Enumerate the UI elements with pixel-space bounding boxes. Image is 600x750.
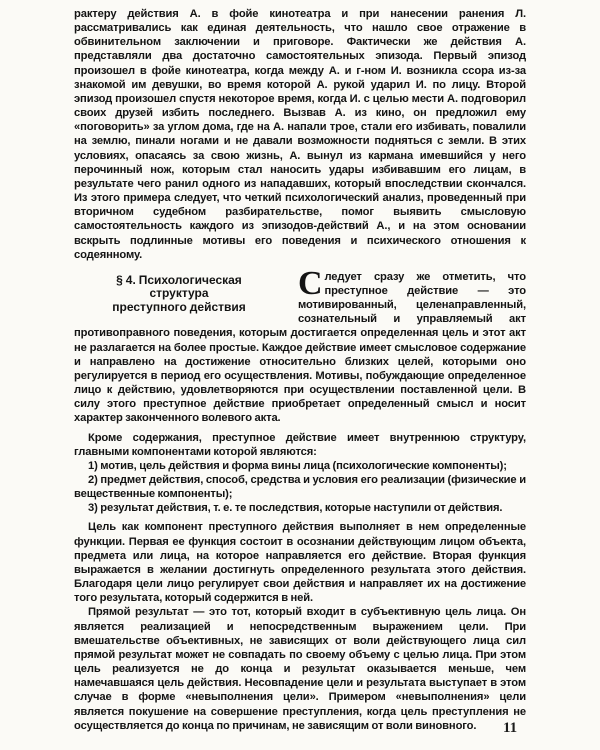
paragraph-case-analysis: рактеру действия А. в фойе кинотеатра и при нанесении ранения Л. рассматривались как единая деятельность, что нашло свое отражение в обвинительном заключении и приговоре. Фактически же действия А. представляли два достаточно самостоятельных эпизода. Первый эпизод произошел в фойе кинотеатра, когда между А. и г-ном И. возникла ссора из-за знакомой им девушки, во время которой А. рукой ударил И. по лицу. Второй эпизод произошел спустя некоторое время, когда И. с целью мести А. подговорил своих друзей избить последнего. Вызвав А. из кино, он предложил ему «поговорить» за углом дома, где на А. напали трое, стали его избивать, повалили на землю, пинали ногами и не давали возможности подняться с земли. В этих условиях, опасаясь за свою жизнь, А. вынул из кармана имевшийся у него перочинный нож, которым стал наносить удары избивавшим его лицам, в результате чего ранил одного из нападавших, который впоследствии скончался. Из этого примера следует, что четкий психологический анализ, проведенный при вторичном судебном разбирательстве, помог выявить смысловую самостоятельность каждого из эпизодов-действий А., и на этом основании вскрыть подлинные мотивы его поведения и психического отношения к содеянному. <box>74 8 526 261</box>
paragraph-definition-text: ледует сразу же отметить, что преступное действие — это мотивированный, целенаправленный, сознательный и управляемый акт противоправного поведения, которым достигается определенная цель и этот акт не разлагается на более простые. Каждое действие имеет смысловое содержание и направлено на достижение относительно близких целей, которыми оно регулируется в период его осуществления. Мотивы, побуждающие определенное лицо к действию, удовлетворяются при осуществлении поставленной цели. В силу этого преступное действие приобретает определенный смысл и носит характер законченного волевого акта. <box>74 270 526 425</box>
list-item: 1) мотив, цель действия и форма вины лица (психологические компоненты); <box>88 459 507 472</box>
page-body <box>74 7 526 733</box>
list-item: 2) предмет действия, способ, средства и условия его реализации (физические и вещественные компоненты); <box>74 474 526 501</box>
section-heading-line: § 4. Психологическая <box>116 272 242 287</box>
paragraph-goal-functions: Цель как компонент преступного действия выполняет в нем определенные функции. Первая ее функция состоит в осознании действующим лицом объекта, предмета или лица, на которое направляется его действие. Вторая функция выражается в желании достигнуть определенного результата этого действия. Благодаря цели лицо регулирует свои действия и направляет их на достижение того результата, который содержится в ней. <box>74 521 526 605</box>
section-heading-line: преступного действия <box>112 300 246 314</box>
page-number: 11 <box>503 720 518 736</box>
section-heading-line: структура <box>149 286 209 301</box>
section-4 <box>74 264 526 426</box>
paragraph-direct-result: Прямой результат — это тот, который входит в субъективную цель лица. Он является реализацией и непосредственным выражением цели. При вмешательстве объективных, не зависящих от воли действующего лица сил прямой результат может не совпадать по своему объему с целью лица. При этом цель реализуется не до конца и результат оказывается меньше, чем намечавшаяся цель действия. Несовпадение цели и результата выступает в этом случае в форме «невыполнения цели». Примером «невыполнения» цели является покушение на совершение преступления, когда цель преступления не осуществляется до конца по причинам, не зависящим от воли виновного. <box>74 606 526 732</box>
list-item: 3) результат действия, т. е. те последствия, которые наступили от действия. <box>88 502 503 515</box>
drop-cap-letter: С <box>298 264 323 302</box>
paragraph-structure-intro: Кроме содержания, преступное действие имеет внутреннюю структуру, главными компонентами которой являются: <box>74 431 526 458</box>
section-heading <box>74 274 284 315</box>
